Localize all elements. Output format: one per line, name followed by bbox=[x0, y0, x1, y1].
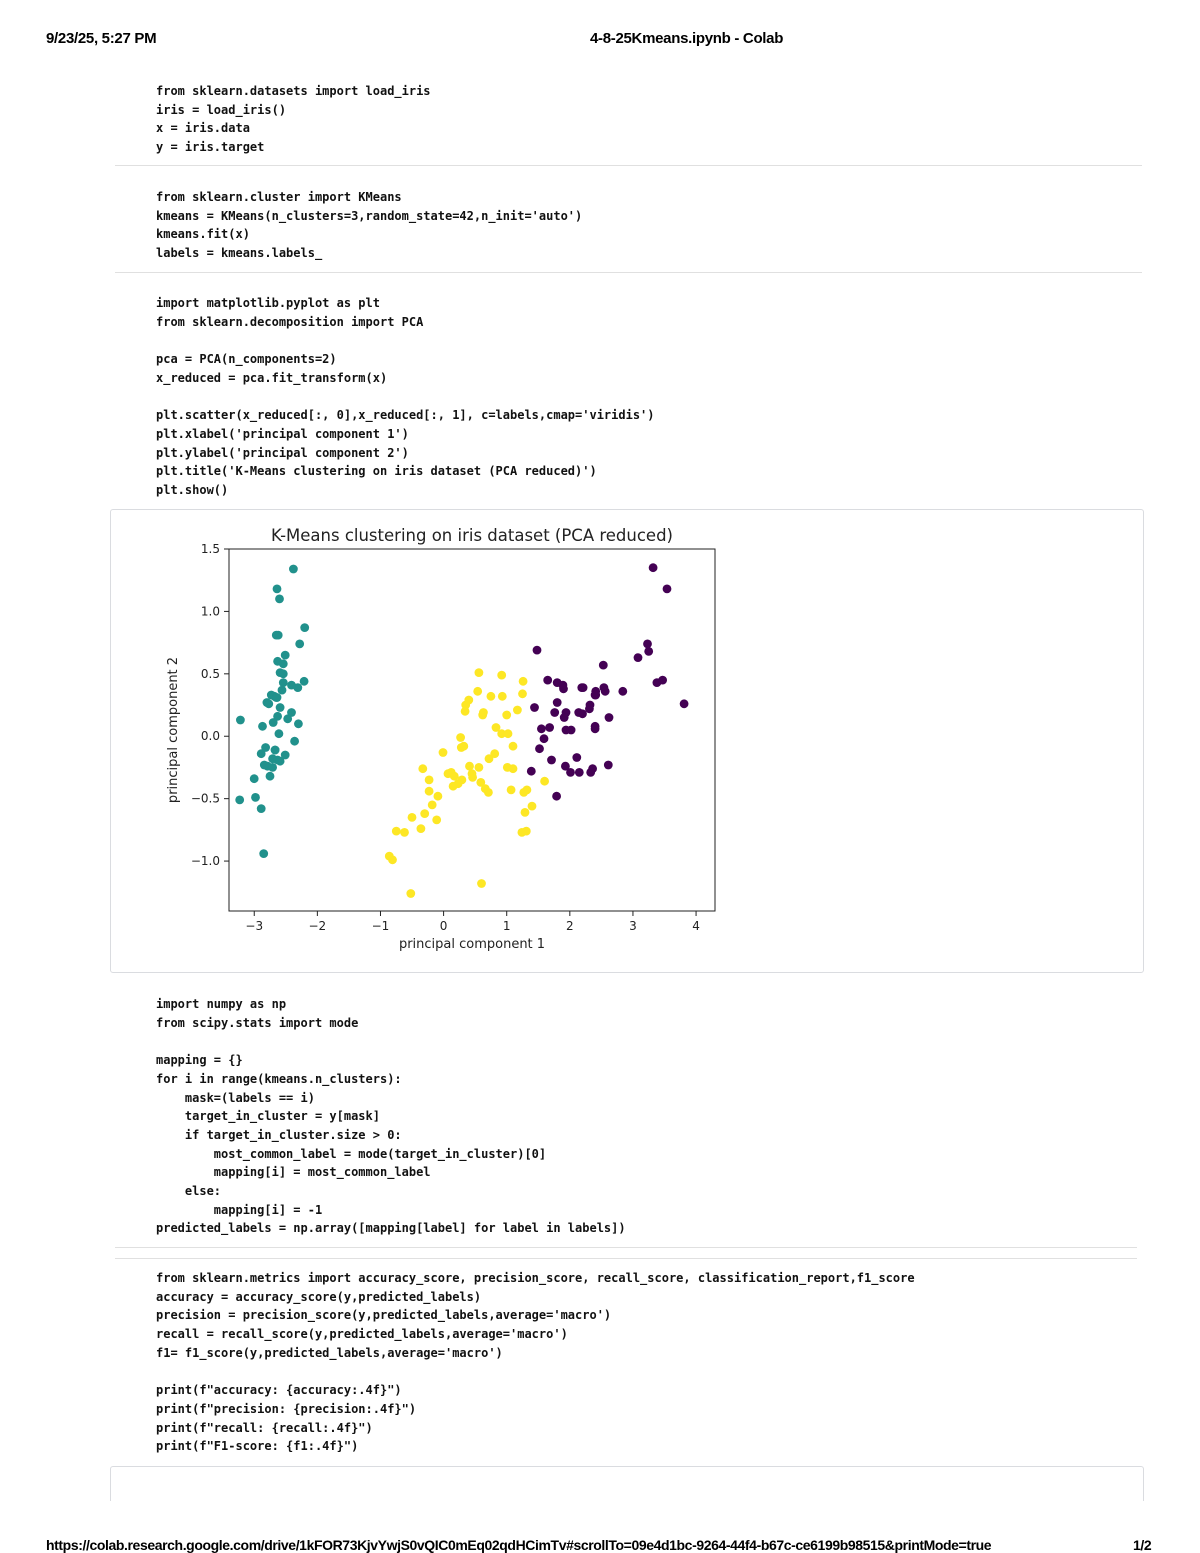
data-point bbox=[287, 708, 296, 717]
code-cell-pca-plot[interactable]: import matplotlib.pyplot as plt from sklearn.decomposition import PCA pca = PCA(n_components=2) x_reduced = pca.fit_transform(x) plt.scatter(x_reduced[:, 0],x_reduced[:, 1], c=labels,cmap='viridis') plt.xlabel('principal component 1') plt.ylabel('principal component 2') plt.title('K-Means clustering on iris dataset (PCA reduced)') plt.show() bbox=[156, 296, 655, 498]
data-point bbox=[552, 792, 561, 801]
x-axis-label: principal component 1 bbox=[398, 937, 546, 952]
x-tick-label: 1 bbox=[502, 919, 511, 933]
cell-divider bbox=[115, 1258, 1137, 1259]
data-point bbox=[473, 687, 482, 696]
y-tick-label: 0.5 bbox=[200, 666, 220, 681]
data-point bbox=[618, 687, 627, 696]
code-cell-load-iris[interactable]: from sklearn.datasets import load_iris iris = load_iris() x = iris.data y = iris.target bbox=[156, 84, 431, 155]
data-point bbox=[518, 828, 527, 837]
print-header-date: 9/23/25, 5:27 PM bbox=[46, 30, 157, 47]
data-point bbox=[553, 698, 562, 707]
x-tick-label: 4 bbox=[692, 919, 700, 933]
code-cell-mapping[interactable]: import numpy as np from scipy.stats import mode mapping = {} for i in range(kmeans.n_clusters): mask=(labels == i) target_in_cluster = y[mask] if target_in_cluster.size > 0: most_common_label = mode(target_in_cluster)[0] mapping[i] = most_common_label else: mapping[i] = -1 predicted_labels = np.array([mapping[label] for label in labels]) bbox=[156, 997, 626, 1236]
data-point bbox=[527, 767, 536, 776]
data-point bbox=[259, 849, 268, 858]
data-point bbox=[604, 761, 613, 770]
data-point bbox=[257, 804, 266, 813]
data-point bbox=[268, 763, 277, 772]
data-point bbox=[464, 696, 473, 705]
x-tick-label: −1 bbox=[371, 919, 390, 933]
code-cell-kmeans[interactable]: from sklearn.cluster import KMeans kmeans = KMeans(n_clusters=3,random_state=42,n_init='auto') kmeans.fit(x) labels = kmeans.labels_ bbox=[156, 190, 583, 261]
data-point bbox=[586, 701, 595, 710]
data-point bbox=[658, 676, 667, 685]
data-point bbox=[519, 677, 528, 686]
axes-frame bbox=[229, 549, 715, 911]
data-point bbox=[537, 724, 546, 733]
data-point bbox=[550, 708, 559, 717]
cell-divider bbox=[115, 165, 1142, 166]
data-point bbox=[518, 689, 527, 698]
x-tick-label: 2 bbox=[566, 919, 574, 933]
data-point bbox=[560, 713, 569, 722]
data-point bbox=[300, 623, 309, 632]
data-point bbox=[289, 565, 298, 574]
data-point bbox=[281, 651, 290, 660]
data-point bbox=[425, 787, 434, 796]
x-axis bbox=[245, 911, 699, 933]
x-tick-label: −2 bbox=[308, 919, 327, 933]
data-point bbox=[279, 678, 288, 687]
data-point bbox=[428, 801, 437, 810]
print-footer-page-number: 1/2 bbox=[1133, 1537, 1152, 1553]
x-tick-label: −3 bbox=[245, 919, 264, 933]
plot-output-area bbox=[110, 509, 1144, 973]
metrics-output-area bbox=[110, 1466, 1144, 1501]
data-point bbox=[439, 748, 448, 757]
data-point bbox=[276, 703, 285, 712]
data-point bbox=[235, 796, 244, 805]
data-point bbox=[484, 788, 493, 797]
data-point bbox=[434, 792, 443, 801]
data-point bbox=[575, 768, 584, 777]
data-point bbox=[236, 716, 245, 725]
data-point bbox=[406, 889, 415, 898]
data-point bbox=[547, 756, 556, 765]
data-point bbox=[566, 768, 575, 777]
data-point bbox=[535, 744, 544, 753]
data-point bbox=[432, 816, 441, 825]
print-header-title: 4-8-25Kmeans.ipynb - Colab bbox=[590, 30, 784, 47]
data-point bbox=[272, 631, 281, 640]
data-point bbox=[278, 686, 287, 695]
data-point bbox=[266, 772, 275, 781]
data-point bbox=[420, 809, 429, 818]
data-point bbox=[543, 676, 552, 685]
y-tick-label: 0.0 bbox=[200, 729, 220, 744]
x-tick-label: 0 bbox=[439, 919, 448, 933]
data-point bbox=[530, 703, 539, 712]
data-point bbox=[599, 661, 608, 670]
data-point bbox=[477, 879, 486, 888]
data-point bbox=[276, 757, 285, 766]
data-point bbox=[273, 585, 282, 594]
data-point bbox=[261, 743, 270, 752]
data-point bbox=[475, 668, 484, 677]
data-point bbox=[260, 761, 269, 770]
data-point bbox=[388, 855, 397, 864]
cell-divider bbox=[115, 272, 1142, 273]
data-point bbox=[540, 777, 549, 786]
data-point bbox=[418, 764, 427, 773]
data-point bbox=[273, 693, 282, 702]
data-point bbox=[417, 824, 426, 833]
data-point bbox=[586, 768, 595, 777]
print-footer-url: https://colab.research.google.com/drive/1kFOR73KjvYwjS0vQIC0mEq02qdHCimTv#scrollTo=09e4d1bc-9264-44f4-b67c-ce6199b98515&printMode=true bbox=[46, 1537, 992, 1553]
data-point bbox=[271, 746, 280, 755]
data-point bbox=[449, 782, 458, 791]
data-point bbox=[487, 692, 496, 701]
data-point bbox=[574, 708, 583, 717]
data-point bbox=[279, 659, 288, 668]
data-point bbox=[465, 762, 474, 771]
data-point bbox=[643, 640, 652, 649]
data-point bbox=[258, 722, 267, 731]
data-point bbox=[269, 718, 278, 727]
data-point bbox=[251, 793, 260, 802]
data-point bbox=[476, 778, 485, 787]
data-point bbox=[663, 585, 672, 594]
data-point bbox=[408, 813, 417, 822]
data-point bbox=[562, 726, 571, 735]
data-point bbox=[572, 753, 581, 762]
data-point bbox=[300, 677, 309, 686]
data-point bbox=[461, 707, 470, 716]
data-point bbox=[295, 640, 304, 649]
data-point bbox=[264, 699, 273, 708]
scatter-chart bbox=[151, 514, 791, 974]
data-point bbox=[540, 734, 549, 743]
y-axis bbox=[191, 542, 229, 868]
plot-area bbox=[229, 549, 715, 911]
y-tick-label: −0.5 bbox=[190, 791, 220, 806]
data-point bbox=[507, 786, 516, 795]
data-point bbox=[513, 706, 522, 715]
data-point bbox=[294, 719, 303, 728]
data-point bbox=[492, 723, 501, 732]
code-cell-metrics[interactable]: from sklearn.metrics import accuracy_score, precision_score, recall_score, classification_report,f1_score accuracy = accuracy_score(y,predicted_labels) precision = precision_score(y,predicted_labels,average='macro') recall = recall_score(y,predicted_labels,average='macro') f1= f1_score(y,predicted_labels,average='macro') print(f"accuracy: {accuracy:.4f}") print(f"precision: {precision:.4f}") print(f"recall: {recall:.4f}") print(f"F1-score: {f1:.4f}") bbox=[156, 1271, 915, 1454]
y-tick-label: 1.5 bbox=[200, 542, 220, 556]
data-point bbox=[400, 828, 409, 837]
data-point bbox=[605, 713, 614, 722]
data-point bbox=[649, 563, 658, 572]
x-tick-label: 3 bbox=[629, 919, 637, 933]
data-point bbox=[475, 763, 484, 772]
data-point bbox=[528, 802, 537, 811]
data-point bbox=[498, 692, 507, 701]
data-point bbox=[559, 681, 568, 690]
data-point bbox=[392, 827, 401, 836]
data-point bbox=[479, 708, 488, 717]
data-point bbox=[502, 711, 511, 720]
data-points bbox=[235, 563, 688, 898]
data-point bbox=[450, 772, 459, 781]
data-point bbox=[680, 699, 689, 708]
data-point bbox=[275, 595, 284, 604]
data-point bbox=[425, 776, 434, 785]
data-point bbox=[509, 764, 518, 773]
data-point bbox=[579, 683, 588, 692]
data-point bbox=[485, 754, 494, 763]
data-point bbox=[591, 724, 600, 733]
data-point bbox=[521, 808, 530, 817]
data-point bbox=[601, 687, 610, 696]
data-point bbox=[468, 769, 477, 778]
data-point bbox=[275, 729, 284, 738]
data-point bbox=[545, 723, 554, 732]
data-point bbox=[287, 681, 296, 690]
cell-divider bbox=[115, 1247, 1137, 1248]
data-point bbox=[250, 774, 259, 783]
data-point bbox=[456, 733, 465, 742]
data-point bbox=[509, 742, 518, 751]
y-tick-label: −1.0 bbox=[190, 854, 220, 869]
data-point bbox=[290, 737, 299, 746]
y-axis-label: principal component 2 bbox=[166, 656, 181, 804]
data-point bbox=[504, 729, 513, 738]
data-point bbox=[519, 788, 528, 797]
data-point bbox=[497, 671, 506, 680]
data-point bbox=[533, 646, 542, 655]
data-point bbox=[634, 653, 643, 662]
data-point bbox=[279, 669, 288, 678]
data-point bbox=[644, 647, 653, 656]
chart-title: K-Means clustering on iris dataset (PCA reduced) bbox=[270, 526, 674, 545]
data-point bbox=[591, 691, 600, 700]
y-tick-label: 1.0 bbox=[200, 604, 220, 619]
data-point bbox=[459, 742, 468, 751]
